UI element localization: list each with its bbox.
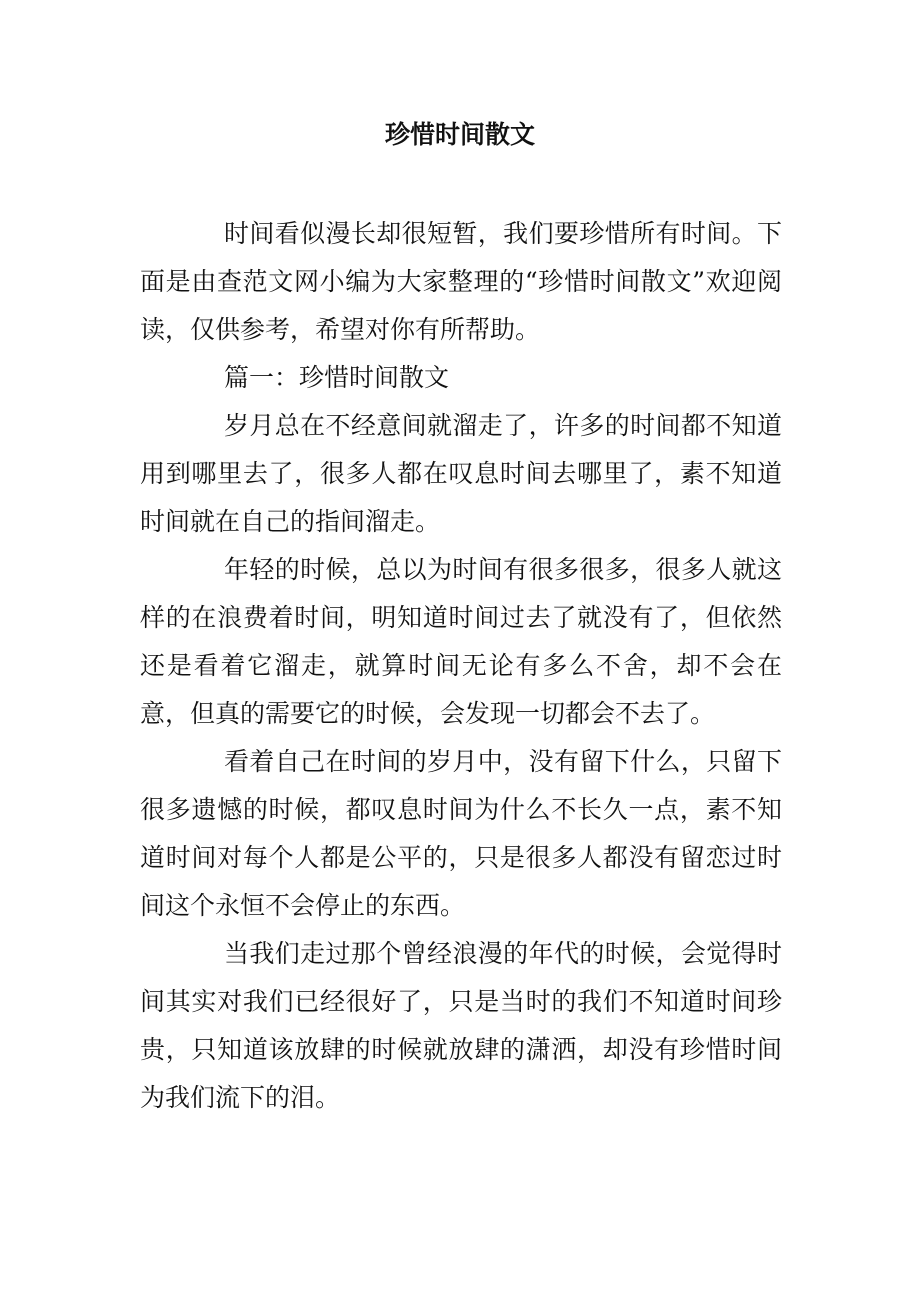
section-heading: 篇一：珍惜时间散文 [224, 363, 450, 392]
paragraph-intro: 时间看似漫长却很短暂，我们要珍惜所有时间。下面是由查范文网小编为大家整理的“珍惜时间散文”欢迎阅读，仅供参考，希望对你有所帮助。 [140, 219, 782, 344]
paragraph: 看着自己在时间的岁月中，没有留下什么，只留下很多遗憾的时候，都叹息时间为什么不长久一点，素不知道时间对每个人都是公平的，只是很多人都没有留恋过时间这个永恒不会停止的东西。 [140, 747, 782, 920]
page-title: 珍惜时间散文 [384, 120, 535, 149]
paragraph: 年轻的时候，总以为时间有很多很多，很多人就这样的在浪费着时间，明知道时间过去了就没有了，但依然还是看着它溜走，就算时间无论有多么不舍，却不会在意，但真的需要它的时候，会发现一切都会不去了。 [140, 555, 782, 728]
paragraph: 岁月总在不经意间就溜走了，许多的时间都不知道用到哪里去了，很多人都在叹息时间去哪里了，素不知道时间就在自己的指间溜走。 [140, 411, 782, 536]
document-body [140, 210, 782, 1122]
paragraph: 当我们走过那个曾经浪漫的年代的时候，会觉得时间其实对我们已经很好了，只是当时的我们不知道时间珍贵，只知道该放肆的时候就放肆的潇洒，却没有珍惜时间为我们流下的泪。 [140, 939, 782, 1112]
